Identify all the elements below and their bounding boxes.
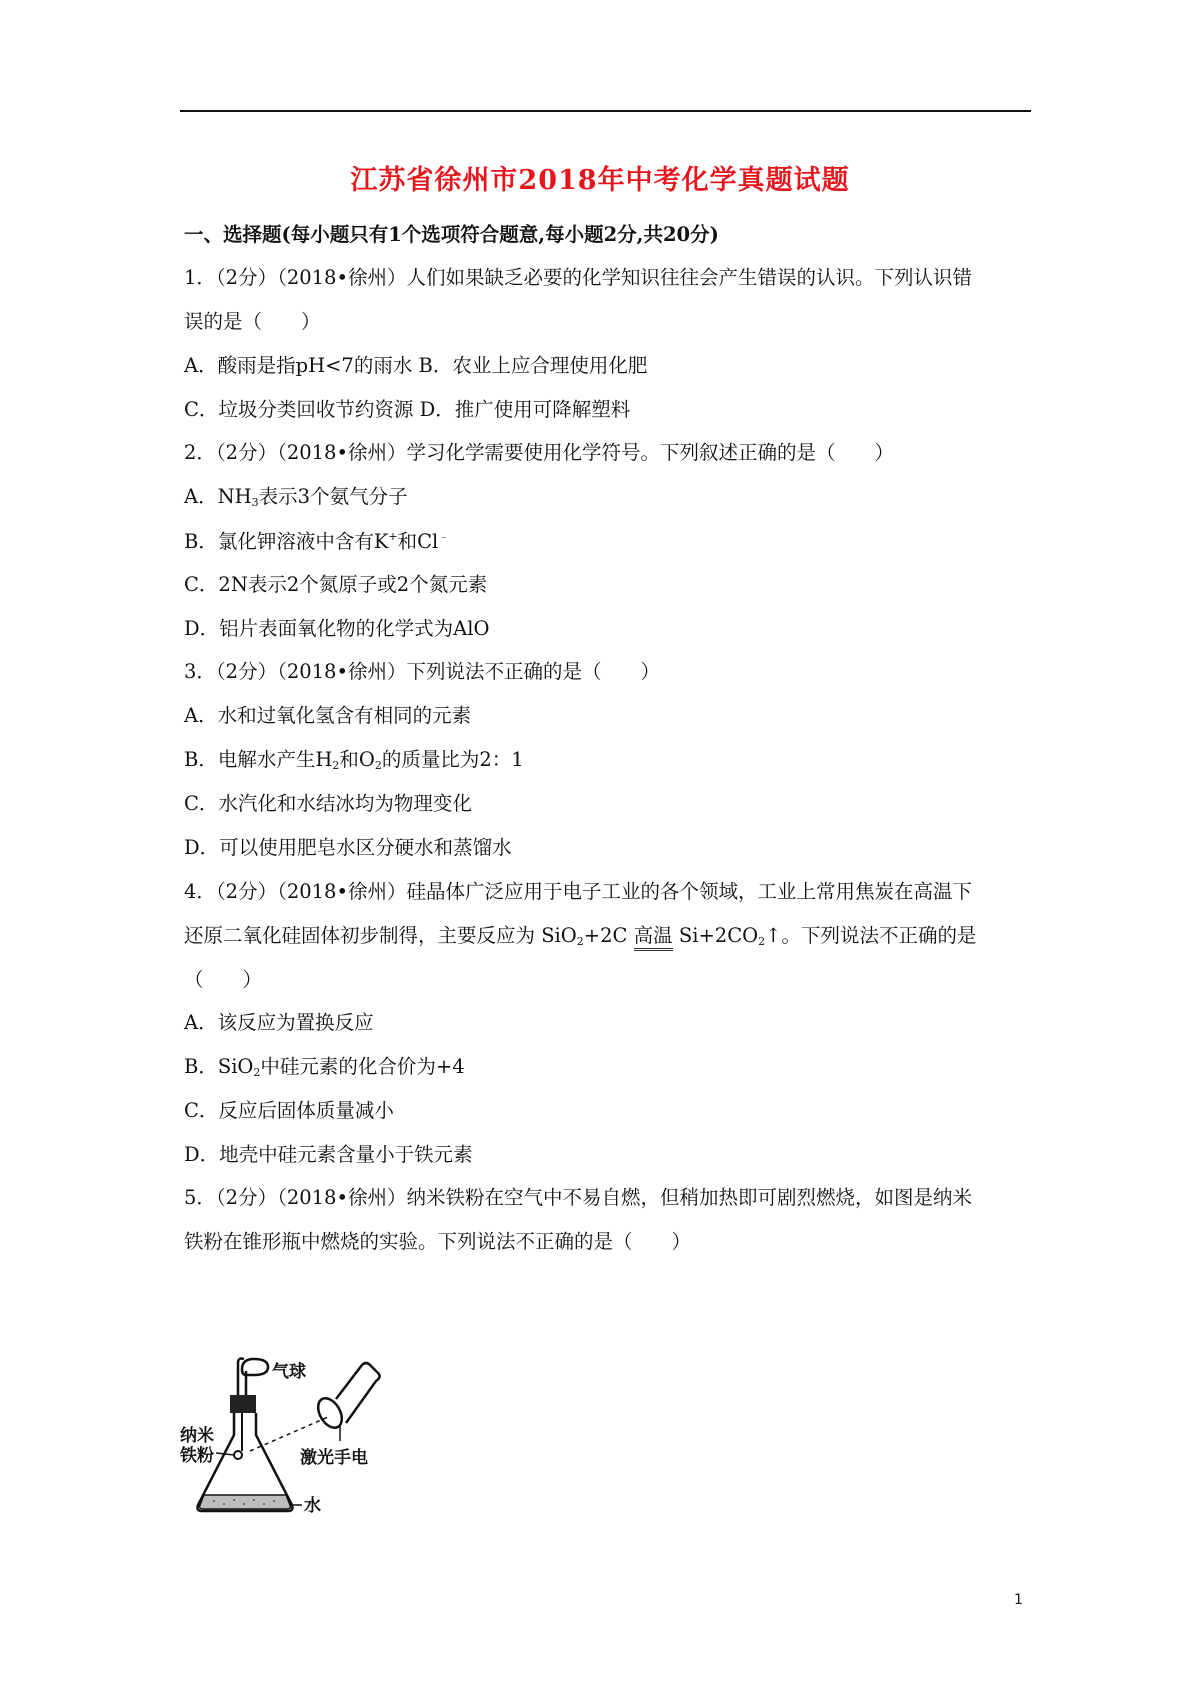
q2-stem: 2．（2分）（2018•徐州）学习化学需要使用化学符号。下列叙述正确的是（ ）	[184, 441, 894, 464]
label-powder-1: 纳米	[180, 1426, 214, 1446]
stopper-icon	[230, 1395, 256, 1413]
experiment-figure	[180, 1355, 440, 1535]
q3-stem: 3．（2分）（2018•徐州）下列说法不正确的是（ ）	[184, 660, 660, 683]
page-title: 江苏省徐州市2018年中考化学真题试题	[350, 165, 850, 196]
q5-stem-line-1: 5．（2分）（2018•徐州）纳米铁粉在空气中不易自燃，但稍加热即可剧烈燃烧，如图是纳米	[184, 1186, 972, 1209]
q3-option-b: B．电解水产生$H_2$和$O_2$的质量比为2：1	[184, 748, 524, 772]
q4-option-b: B．SiO$_2$中硅元素的化合价为+4	[184, 1055, 465, 1079]
laser-flashlight-icon	[313, 1363, 379, 1441]
page-number: 1	[1014, 1592, 1023, 1608]
iron-powder-icon	[234, 1451, 242, 1459]
q1-stem-line-1: 1．（2分）（2018•徐州）人们如果缺乏必要的化学知识往往会产生错误的认识。下列认识错	[184, 266, 972, 289]
q1-stem-line-2: 误的是（ ）	[184, 310, 321, 333]
water-icon	[200, 1495, 291, 1509]
label-water: 水	[304, 1496, 321, 1516]
reaction-condition: 高温	[634, 924, 673, 951]
label-powder-2: 铁粉	[180, 1446, 214, 1466]
q2-option-b: B．氯化钾溶液中含有K+和Cl﹣	[184, 530, 450, 553]
q5-stem-line-2: 铁粉在锥形瓶中燃烧的实验。下列说法不正确的是（ ）	[184, 1230, 692, 1253]
q2-option-a: A．$NH_3$表示3个氨气分子	[184, 485, 408, 509]
q1-options-ab: A．酸雨是指pH<7的雨水 B．农业上应合理使用化肥	[184, 354, 648, 377]
label-balloon: 气球	[272, 1362, 306, 1382]
q2-option-c: C．2N表示2个氮原子或2个氮元素	[184, 573, 488, 596]
q1-options-cd: C．垃圾分类回收节约资源 D．推广使用可降解塑料	[184, 398, 631, 421]
q4-option-d: D．地壳中硅元素含量小于铁元素	[184, 1143, 473, 1166]
q4-stem-line-2: 还原二氧化硅固体初步制得，主要反应为 SiO$_2$+2C 高温 $Si+2CO_2↑$。下列说法不正确的是	[184, 926, 976, 947]
header-rule	[180, 110, 1031, 112]
label-laser: 激光手电	[300, 1448, 368, 1468]
section-heading: 一、选择题(每小题只有1个选项符合题意,每小题2分,共20分)	[184, 223, 719, 246]
q2-option-d: D．铝片表面氧化物的化学式为AlO	[184, 617, 490, 640]
q3-option-a: A．水和过氧化氢含有相同的元素	[184, 704, 472, 727]
q4-option-a: A．该反应为置换反应	[184, 1011, 374, 1034]
q3-option-d: D．可以使用肥皂水区分硬水和蒸馏水	[184, 836, 512, 859]
q4-stem-line-1: 4．（2分）（2018•徐州）硅晶体广泛应用于电子工业的各个领域，工业上常用焦炭在高温下	[184, 880, 972, 903]
q3-option-c: C．水汽化和水结冰均为物理变化	[184, 792, 472, 815]
q4-option-c: C．反应后固体质量减小	[184, 1099, 394, 1122]
q4-stem-line-3: （ ）	[184, 968, 263, 991]
